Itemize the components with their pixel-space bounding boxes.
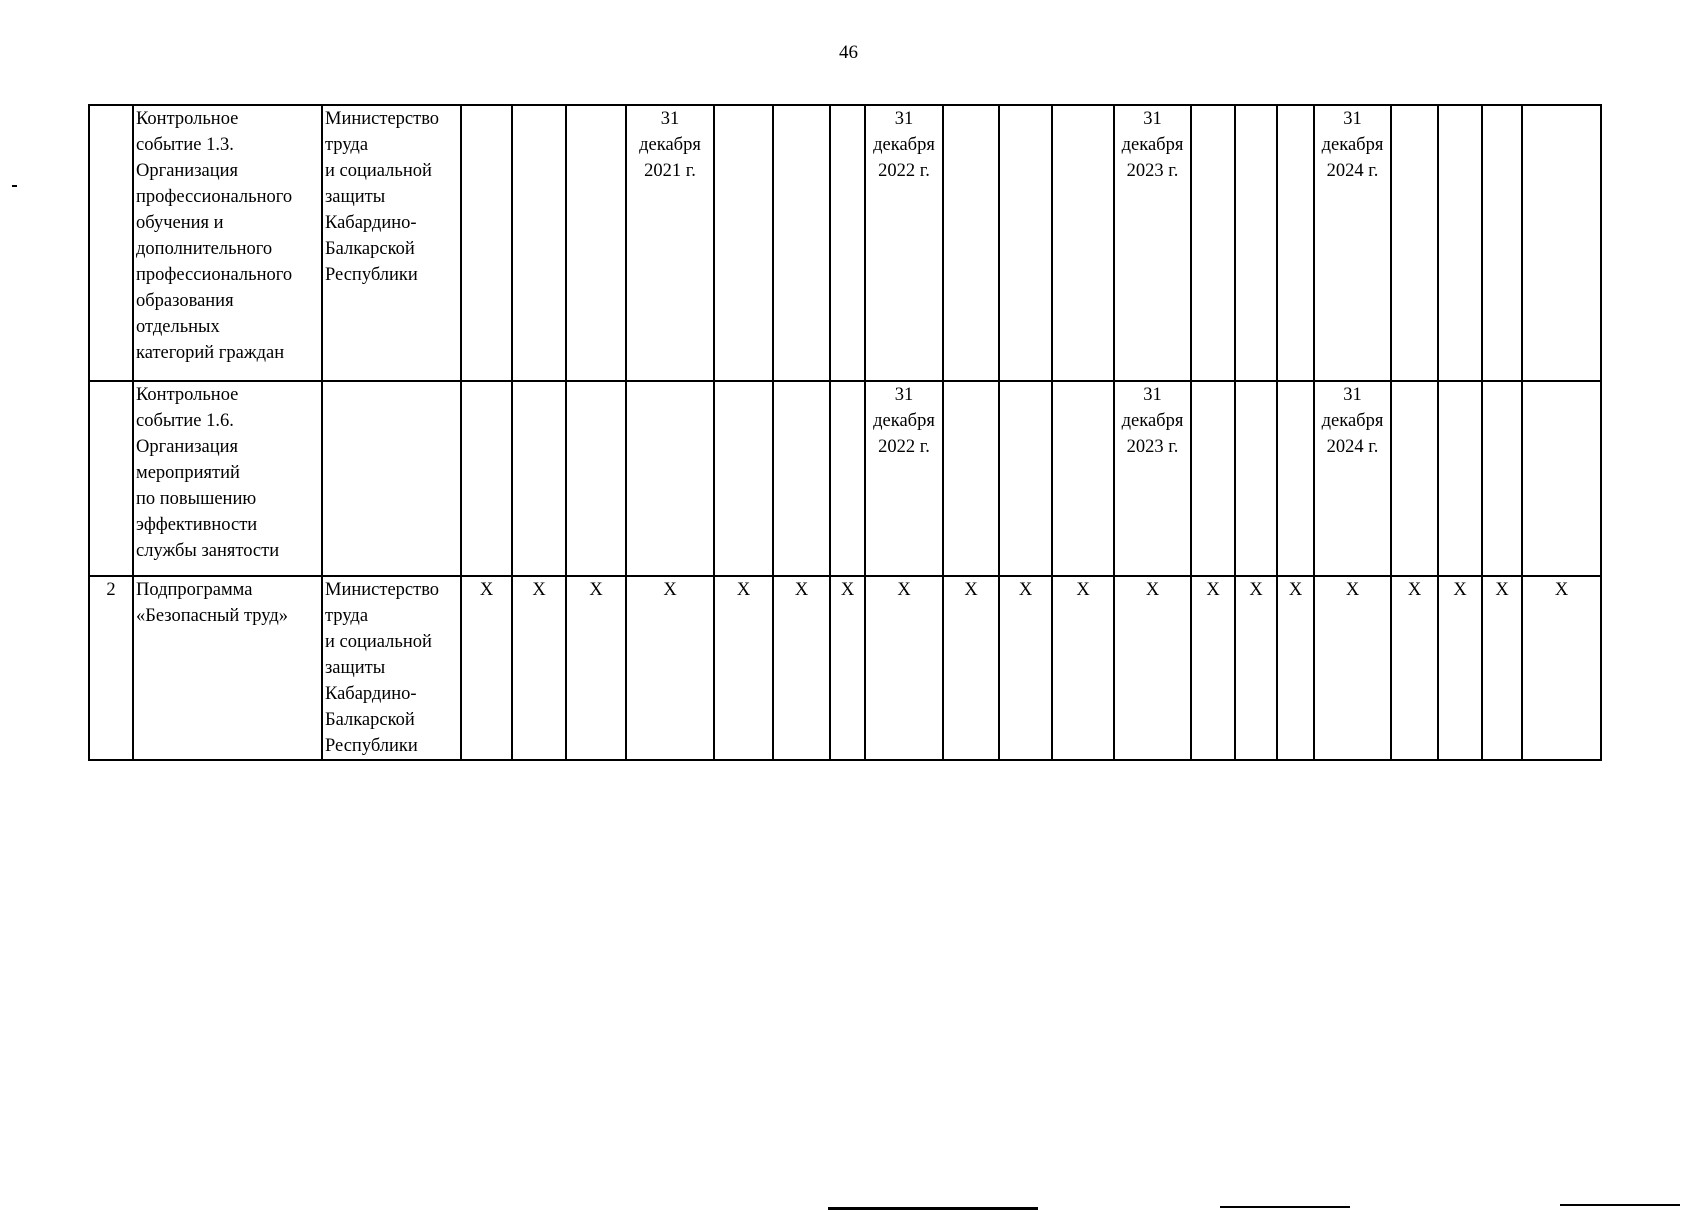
table-cell bbox=[1191, 105, 1235, 381]
event-name: Контрольное событие 1.6. Организация мероприятий по повышению эффективности службы занятости bbox=[133, 381, 322, 576]
event-name: Контрольное событие 1.3. Организация профессионального обучения и дополнительного профессионального образования отдельных категорий граждан bbox=[133, 105, 322, 381]
table-cell bbox=[1482, 105, 1522, 381]
table-cell bbox=[1235, 105, 1277, 381]
table-cell bbox=[1391, 381, 1438, 576]
table-cell: Х bbox=[1052, 576, 1114, 760]
table-cell bbox=[943, 105, 999, 381]
table-cell bbox=[773, 105, 830, 381]
table-cell bbox=[566, 105, 626, 381]
table-cell: Х bbox=[1114, 576, 1191, 760]
row-number bbox=[89, 105, 133, 381]
table-cell bbox=[999, 105, 1052, 381]
schedule-table bbox=[88, 104, 1602, 761]
table-cell bbox=[714, 105, 773, 381]
table-cell: 31 декабря 2022 г. bbox=[865, 381, 943, 576]
table-cell: 31 декабря 2024 г. bbox=[1314, 381, 1391, 576]
table-cell bbox=[943, 381, 999, 576]
table-cell: Х bbox=[1482, 576, 1522, 760]
table-cell: Х bbox=[1391, 576, 1438, 760]
table-cell: Х bbox=[865, 576, 943, 760]
table-row bbox=[89, 381, 1601, 576]
table-cell: 31 декабря 2023 г. bbox=[1114, 381, 1191, 576]
table-cell: Х bbox=[1277, 576, 1314, 760]
row-number: 2 bbox=[89, 576, 133, 760]
executor-name bbox=[322, 381, 461, 576]
table-cell: 31 декабря 2022 г. bbox=[865, 105, 943, 381]
executor-name: Министерство труда и социальной защиты Кабардино- Балкарской Республики bbox=[322, 576, 461, 760]
table-cell bbox=[1391, 105, 1438, 381]
subprogram-name: Подпрограмма «Безопасный труд» bbox=[133, 576, 322, 760]
table-cell bbox=[566, 381, 626, 576]
table-cell: Х bbox=[1438, 576, 1482, 760]
table-cell: Х bbox=[1522, 576, 1601, 760]
table-cell: Х bbox=[1235, 576, 1277, 760]
scan-artifact bbox=[12, 185, 17, 187]
table-cell: Х bbox=[461, 576, 512, 760]
table-cell: Х bbox=[943, 576, 999, 760]
table-cell bbox=[1522, 105, 1601, 381]
table-cell bbox=[830, 381, 865, 576]
table-cell bbox=[999, 381, 1052, 576]
scan-artifact bbox=[1560, 1204, 1680, 1206]
table-cell: Х bbox=[512, 576, 566, 760]
table-cell bbox=[1438, 381, 1482, 576]
table-cell: Х bbox=[1314, 576, 1391, 760]
table-cell bbox=[1277, 105, 1314, 381]
table-cell bbox=[512, 381, 566, 576]
table-cell: 31 декабря 2021 г. bbox=[626, 105, 714, 381]
table-cell: 31 декабря 2023 г. bbox=[1114, 105, 1191, 381]
table-cell bbox=[1438, 105, 1482, 381]
table-cell: Х bbox=[1191, 576, 1235, 760]
table-cell: Х bbox=[999, 576, 1052, 760]
table-cell bbox=[461, 381, 512, 576]
table-cell bbox=[1277, 381, 1314, 576]
table-cell bbox=[1235, 381, 1277, 576]
table-cell: Х bbox=[773, 576, 830, 760]
table-cell bbox=[512, 105, 566, 381]
row-number bbox=[89, 381, 133, 576]
table-cell bbox=[714, 381, 773, 576]
table-cell bbox=[1052, 381, 1114, 576]
table-cell: Х bbox=[714, 576, 773, 760]
table-cell: Х bbox=[830, 576, 865, 760]
table-cell: 31 декабря 2024 г. bbox=[1314, 105, 1391, 381]
page-number: 46 bbox=[839, 42, 858, 63]
scan-artifact bbox=[1220, 1206, 1350, 1208]
table-cell bbox=[626, 381, 714, 576]
table-cell bbox=[1052, 105, 1114, 381]
table-cell bbox=[830, 105, 865, 381]
table-cell bbox=[461, 105, 512, 381]
table-cell bbox=[773, 381, 830, 576]
table-cell bbox=[1482, 381, 1522, 576]
table-cell: Х bbox=[566, 576, 626, 760]
table-cell: Х bbox=[626, 576, 714, 760]
executor-name: Министерство труда и социальной защиты Кабардино- Балкарской Республики bbox=[322, 105, 461, 381]
table-row bbox=[89, 105, 1601, 381]
table-row bbox=[89, 576, 1601, 760]
table-cell bbox=[1191, 381, 1235, 576]
table-cell bbox=[1522, 381, 1601, 576]
